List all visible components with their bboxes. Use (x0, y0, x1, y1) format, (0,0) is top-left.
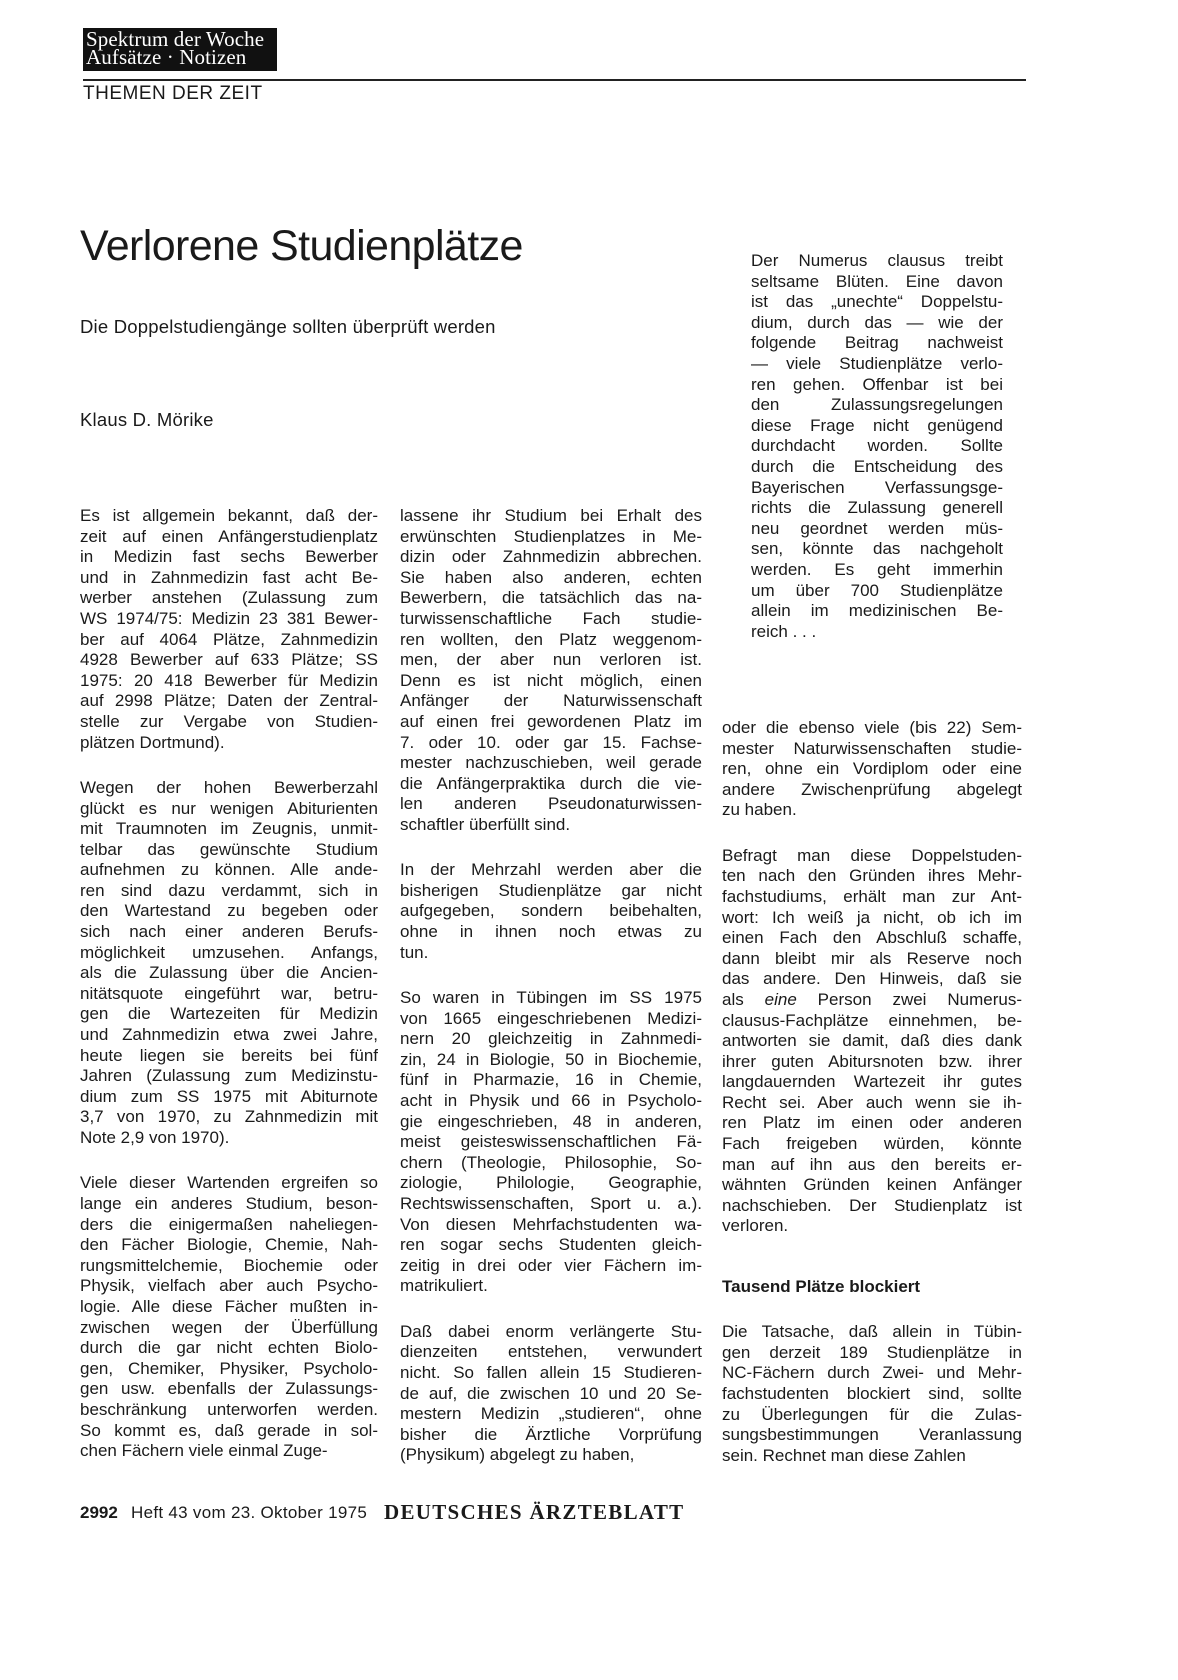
text-line: ziologie, Philologie, Geographie, (400, 1173, 702, 1193)
text-line: allein im medizinischen Be- (751, 601, 1003, 621)
text-line: den Wartestand zu begeben oder (80, 901, 378, 921)
rubric-label: THEMEN DER ZEIT (83, 83, 263, 104)
text-line: Jahren (Zulassung zum Medizinstu- (80, 1066, 378, 1086)
text-line: gen usw. ebenfalls der Zulassungs- (80, 1379, 378, 1399)
text-line: heute liegen sie bereits bei fünf (80, 1045, 378, 1065)
text-line: plätzen Dortmund). (80, 732, 225, 752)
text-line: Fach freigeben würden, könnte (722, 1134, 1022, 1154)
paragraph (751, 251, 1003, 642)
text-line: zu haben. (722, 800, 797, 820)
text-line: man auf ihn aus den bereits er- (722, 1154, 1022, 1174)
paragraph (722, 846, 1022, 1237)
text-line: nitätsquote eingeführt war, betru- (80, 983, 378, 1003)
article-subtitle: Die Doppelstudiengänge sollten überprüft werden (80, 316, 496, 337)
text-line: durch die Entscheidung des (751, 456, 1003, 476)
text-line: fünf in Pharmazie, 16 in Chemie, (400, 1070, 702, 1090)
text-line: clausus-Fachplätze einnehmen, be- (722, 1010, 1022, 1030)
text-line: aufnehmen zu können. Alle ande- (80, 860, 378, 880)
text-line: meist geisteswissenschaftlichen Fä- (400, 1132, 702, 1152)
text-line: zeitig in drei oder vier Fächern im- (400, 1255, 702, 1275)
text-line: fachstudenten blockiert sind, sollte (722, 1384, 1022, 1404)
text-line: neu geordnet werden müs- (751, 518, 1003, 538)
text-line: ren, ohne ein Vordiplom oder eine (722, 759, 1022, 779)
text-line: Physik, vielfach aber auch Psycho- (80, 1276, 378, 1296)
text-line: den Zulassungsregelungen (751, 395, 1003, 415)
text-line: langdauernden Wartezeit ihr gutes (722, 1072, 1022, 1092)
text-line: Viele dieser Wartenden ergreifen so (80, 1173, 378, 1193)
text-line: einen Fach den Abschluß schaffe, (722, 928, 1022, 948)
text-line: zu Überlegungen für die Zulas- (722, 1404, 1022, 1424)
text-line: gen derzeit 189 Studienplätze in (722, 1342, 1022, 1362)
column-3 (722, 718, 1022, 1491)
text-line: die Anfängerpraktika durch die vie- (400, 773, 702, 793)
text-line (722, 990, 1022, 1011)
text-line: Sie haben also anderen, echten (400, 567, 702, 587)
text-line: ren sogar sechs Studenten gleich- (400, 1235, 702, 1255)
text-line: durchdacht worden. Sollte (751, 436, 1003, 456)
text-line: ders die einigermaßen naheliegen- (80, 1214, 378, 1234)
text-segment: als (722, 989, 765, 1009)
article-author: Klaus D. Mörike (80, 409, 214, 430)
text-line: zin, 24 in Biologie, 50 in Biochemie, (400, 1049, 702, 1069)
section-label-box (83, 28, 277, 71)
text-line: ren gehen. Offenbar ist bei (751, 374, 1003, 394)
text-line: glückt es nur wenigen Abiturienten (80, 798, 378, 818)
text-line: beschränkung unterworfen werden. (80, 1399, 378, 1419)
text-line: zwischen wegen der Überfüllung (80, 1317, 378, 1337)
text-line: Befragt man diese Doppelstuden- (722, 845, 1022, 865)
text-line: fachstudiums, erhält man zur Ant- (722, 886, 1022, 906)
text-line: gen, Chemiker, Physiker, Psycholo- (80, 1358, 378, 1378)
text-line: und in Zahnmedizin fast acht Be- (80, 567, 378, 587)
text-line: Die Tatsache, daß allein in Tübin- (722, 1322, 1022, 1342)
text-line: dium zum SS 1975 mit Abiturnote (80, 1086, 378, 1106)
text-line: sungsbestimmungen Veranlassung (722, 1425, 1022, 1445)
text-line: chern (Theologie, Philosophie, So- (400, 1152, 702, 1172)
column-2 (400, 506, 702, 1491)
paragraph (80, 778, 378, 1149)
text-line: sich nach einer anderen Berufs- (80, 922, 378, 942)
text-line: Rechtswissenschaften, Sport u. a.). (400, 1194, 702, 1213)
text-line: verloren. (722, 1216, 789, 1236)
text-line: stelle zur Vergabe von Studien- (80, 711, 378, 731)
paragraph (400, 860, 702, 963)
text-line: 4928 Bewerber auf 633 Plätze; SS (80, 650, 378, 670)
paragraph (80, 506, 378, 753)
text-line: das andere. Den Hinweis, daß sie (722, 969, 1022, 989)
text-line: in Medizin fast sechs Bewerber (80, 547, 378, 567)
text-line: Von diesen Mehrfachstudenten wa- (400, 1214, 702, 1234)
journal-name: DEUTSCHES ÄRZTEBLATT (384, 1500, 685, 1524)
text-line: chen Fächern viele einmal Zuge- (80, 1441, 328, 1461)
text-line: Denn es ist nicht möglich, einen (400, 670, 702, 690)
text-line: matrikuliert. (400, 1276, 488, 1296)
page-number: 2992 (80, 1503, 118, 1522)
text-line: werber anstehen (Zulassung zum (80, 588, 378, 608)
text-line: auf 2998 Plätze; Daten der Zentral- (80, 691, 378, 711)
text-line: In der Mehrzahl werden aber die (400, 860, 702, 880)
text-line: telbar das gewünschte Studium (80, 839, 378, 859)
text-line: andere Zwischenprüfung abgelegt (722, 779, 1022, 799)
text-line: 3,7 von 1970, zu Zahnmedizin mit (80, 1107, 378, 1127)
text-line: den Fächer Biologie, Chemie, Nah- (80, 1235, 378, 1255)
text-line: werden. Es geht immerhin (751, 559, 1003, 579)
text-line: seltsame Blüten. Eine davon (751, 271, 1003, 291)
text-line: lassene ihr Studium bei Erhalt des (400, 506, 702, 525)
text-line: 7. oder 10. oder gar 15. Fachse- (400, 732, 702, 752)
paragraph (722, 1322, 1022, 1466)
text-line: Anfänger der Naturwissenschaft (400, 691, 702, 711)
section-heading: Tausend Plätze blockiert (722, 1276, 921, 1296)
text-line: Note 2,9 von 1970). (80, 1128, 230, 1148)
text-line: WS 1974/75: Medizin 23 381 Bewer- (80, 608, 378, 628)
text-segment: Person zwei Numerus- (796, 989, 1022, 1009)
text-line: NC-Fächern durch Zwei- und Mehr- (722, 1363, 1022, 1383)
paragraph (80, 1173, 378, 1461)
column-1 (80, 506, 378, 1487)
text-line: Recht sei. Aber auch wenn sie ih- (722, 1092, 1022, 1112)
text-line: mit Traumnoten im Zeugnis, unmit- (80, 819, 378, 839)
text-line: — viele Studienplätze verlo- (751, 353, 1003, 373)
text-line: mester Naturwissenschaften studie- (722, 738, 1022, 758)
text-line: rungsmittelchemie, Biochemie oder (80, 1255, 378, 1275)
text-line: auf einen frei gewordenen Platz im (400, 711, 702, 731)
text-line: ren wollten, den Platz weggenom- (400, 629, 702, 649)
text-line: dizin oder Zahnmedizin abbrechen. (400, 547, 702, 567)
text-line: oder die ebenso viele (bis 22) Sem- (722, 718, 1022, 737)
paragraph (722, 718, 1022, 821)
text-line: diese Frage nicht genügend (751, 415, 1003, 435)
section-label-line-1: Spektrum der Woche (86, 27, 265, 51)
text-line: zeit auf einen Anfängerstudienplatz (80, 526, 378, 546)
text-line: nicht. So fallen allein 15 Studieren- (400, 1362, 702, 1382)
issue-info: Heft 43 vom 23. Oktober 1975 (131, 1503, 368, 1522)
text-line: schaftler überfüllt sind. (400, 814, 571, 834)
text-line: ohne in ihnen noch etwas zu (400, 922, 702, 942)
intro-column (751, 251, 1003, 667)
text-line: len anderen Pseudonaturwissen- (400, 794, 702, 814)
text-line: bisherigen Studienplätze gar nicht (400, 880, 702, 900)
text-line: So kommt es, daß gerade in sol- (80, 1420, 378, 1440)
text-line: ren sind dazu verdammt, sich in (80, 880, 378, 900)
header-rule (83, 79, 1026, 81)
text-line: folgende Beitrag nachweist (751, 333, 1003, 353)
text-line: acht in Physik und 66 in Psycholo- (400, 1091, 702, 1111)
text-line: dann bleibt mir als Reserve noch (722, 948, 1022, 968)
text-line: Es ist allgemein bekannt, daß der- (80, 506, 378, 525)
text-line: möglichkeit umzusehen. Anfangs, (80, 942, 378, 962)
text-line: bisher die Ärztliche Vorprüfung (400, 1424, 702, 1444)
text-line: lange ein anderes Studium, beson- (80, 1194, 378, 1213)
text-line: ist das „unechte“ Doppelstu- (751, 292, 1003, 312)
text-line: logie. Alle diese Fächer mußten in- (80, 1296, 378, 1316)
paragraph (400, 988, 702, 1297)
text-line: Bayerischen Verfassungsge- (751, 477, 1003, 497)
section-label-line-2: Aufsätze · Notizen (86, 45, 247, 69)
text-line: tun. (400, 942, 429, 962)
text-line: mestern Medizin „studieren“, ohne (400, 1404, 702, 1424)
text-line: ten nach den Gründen ihres Mehr- (722, 866, 1022, 886)
emphasized-word: eine (764, 989, 797, 1009)
text-line: wähnten Gründen keinen Anfänger (722, 1175, 1022, 1195)
text-line: Der Numerus clausus treibt (751, 251, 1003, 270)
text-line: dienzeiten entstehen, verwundert (400, 1342, 702, 1362)
text-line: gie eingeschrieben, 48 in anderen, (400, 1111, 702, 1131)
text-line: antworten sie damit, daß dies dank (722, 1031, 1022, 1051)
paragraph (400, 506, 702, 836)
text-line: men, der aber nun verloren ist. (400, 650, 702, 670)
text-line: 1975: 20 418 Bewerber für Medizin (80, 670, 378, 690)
text-line: erwünschten Studienplatzes in Me- (400, 526, 702, 546)
text-line: nachschieben. Der Studienplatz ist (722, 1195, 1022, 1215)
paragraph (400, 1322, 702, 1466)
article-title: Verlorene Studienplätze (80, 222, 523, 270)
text-line: So waren in Tübingen im SS 1975 (400, 988, 702, 1008)
text-line: reich . . . (751, 621, 817, 641)
text-line: de auf, die zwischen 10 und 20 Se- (400, 1383, 702, 1403)
text-line: (Physikum) abgelegt zu haben, (400, 1445, 635, 1465)
text-line: durch die gar nicht echten Biolo- (80, 1338, 378, 1358)
text-line: ren Platz im einen oder anderen (722, 1113, 1022, 1133)
text-line: ber auf 4064 Plätze, Zahnmedizin (80, 629, 378, 649)
text-line: Bewerbern, die tatsächlich das na- (400, 588, 702, 608)
text-line: aufgegeben, sondern beibehalten, (400, 901, 702, 921)
text-line: mester nachzuschieben, weil gerade (400, 753, 702, 773)
text-line: sen, könnte das nachgeholt (751, 539, 1003, 559)
text-line: von 1665 eingeschriebenen Medizi- (400, 1008, 702, 1028)
text-line: dium, durch das — wie der (751, 312, 1003, 332)
text-line: nern 20 gleichzeitig in Zahnmedi- (400, 1029, 702, 1049)
text-line: um über 700 Studienplätze (751, 580, 1003, 600)
text-line: gen die Wartezeiten für Medizin (80, 1004, 378, 1024)
text-line: Wegen der hohen Bewerberzahl (80, 777, 378, 797)
text-line: Daß dabei enorm verlängerte Stu- (400, 1321, 702, 1341)
text-line: wort: Ich weiß ja nicht, ob ich im (722, 907, 1022, 927)
text-line: ihrer guten Abitursnoten bzw. ihrer (722, 1051, 1022, 1071)
text-line: sein. Rechnet man diese Zahlen (722, 1445, 966, 1465)
text-line: als die Zulassung über die Ancien- (80, 963, 378, 983)
text-line: richts die Zulassung generell (751, 498, 1003, 518)
text-line: und Zahnmedizin etwa zwei Jahre, (80, 1025, 378, 1045)
text-line: turwissenschaftliche Fach studie- (400, 608, 702, 628)
